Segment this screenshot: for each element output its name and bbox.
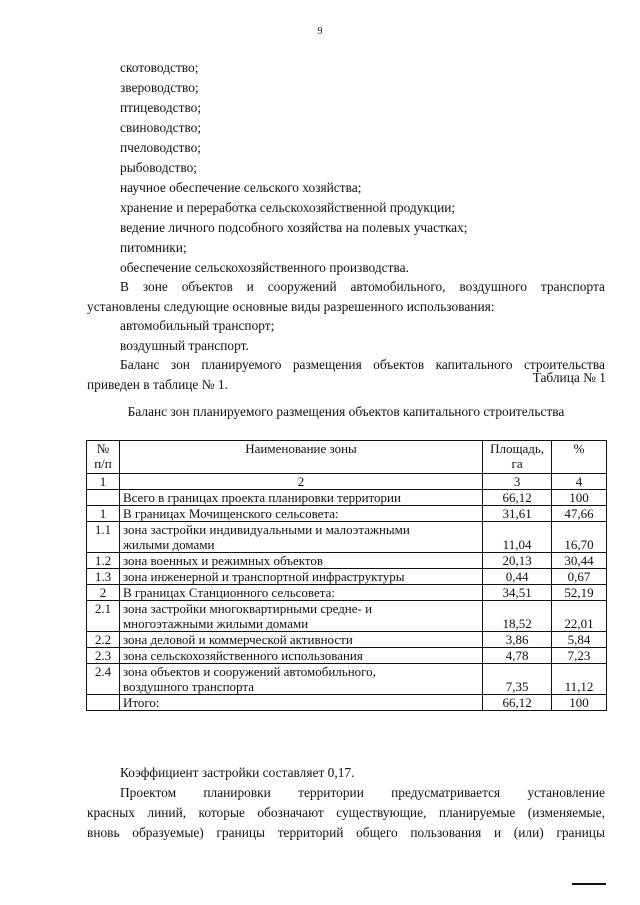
list-item: свиноводство; xyxy=(120,120,202,135)
paragraph-project-line2: красных линий, которые обозначают существующие, планируемые (изменяемые, xyxy=(87,805,605,820)
header-area: Площадь, га xyxy=(483,441,552,474)
header-num: № п/п xyxy=(87,441,120,474)
list-item: автомобильный транспорт; xyxy=(120,318,275,333)
table-row: 1.3 зона инженерной и транспортной инфраструктуры 0,44 0,67 xyxy=(87,569,607,585)
list-item: ведение личного подсобного хозяйства на полевых участках; xyxy=(120,220,468,235)
list-item: скотоводство; xyxy=(120,60,199,75)
table-title: Баланс зон планируемого размещения объектов капитального строительства xyxy=(127,404,565,419)
list-item: пчеловодство; xyxy=(120,140,202,155)
page-number: 9 xyxy=(317,26,323,37)
table-row: 2 В границах Станционного сельсовета: 34,51 52,19 xyxy=(87,585,607,601)
paragraph-balance-line1: Баланс зон планируемого размещения объектов капитального строительства xyxy=(120,357,605,372)
paragraph-transport-line2: установлены следующие основные виды разрешенного использования: xyxy=(87,299,495,314)
table-caption: Таблица № 1 xyxy=(532,370,606,385)
table-row: 1 В границах Мочищенского сельсовета: 31,61 47,66 xyxy=(87,506,607,522)
table-row: 2.4 зона объектов и сооружений автомобильного, воздушного транспорта 7,35 11,12 xyxy=(87,664,607,695)
list-item: обеспечение сельскохозяйственного производства. xyxy=(120,260,409,275)
table-header-row xyxy=(87,441,607,474)
list-item: научное обеспечение сельского хозяйства; xyxy=(120,180,362,195)
table-row: Всего в границах проекта планировки территории 66,12 100 xyxy=(87,490,607,506)
column-number: 1 xyxy=(87,474,120,490)
table-row: 1.1 зона застройки индивидуальными и малоэтажными жилыми домами 11,04 16,70 xyxy=(87,522,607,553)
balance-table xyxy=(86,440,607,711)
column-number: 4 xyxy=(552,474,607,490)
list-item: птицеводство; xyxy=(120,100,202,115)
paragraph-project-line3: вновь образуемые) границы территорий общего пользования и (или) границы xyxy=(87,825,605,840)
coefficient-text: Коэффициент застройки составляет 0,17. xyxy=(120,765,355,780)
header-name: Наименование зоны xyxy=(119,441,482,474)
table-total-row: Итого: 66,12 100 xyxy=(87,695,607,711)
paragraph-project-line1: Проектом планировки территории предусматривается установление xyxy=(120,785,605,800)
list-item: питомники; xyxy=(120,240,187,255)
list-item: воздушный транспорт. xyxy=(120,338,249,353)
page-footer-rule xyxy=(572,883,606,885)
header-pct: % xyxy=(552,441,607,474)
table-row: 2.1 зона застройки многоквартирными средне- и многоэтажными жилыми домами 18,52 22,01 xyxy=(87,601,607,632)
paragraph-balance-line2: приведен в таблице № 1. xyxy=(87,377,228,392)
table-row: 2.2 зона деловой и коммерческой активности 3,86 5,84 xyxy=(87,632,607,648)
table-column-numbers-row xyxy=(87,474,607,490)
table-row: 1.2 зона военных и режимных объектов 20,13 30,44 xyxy=(87,553,607,569)
column-number: 2 xyxy=(119,474,482,490)
list-item: рыбоводство; xyxy=(120,160,197,175)
list-item: звероводство; xyxy=(120,80,199,95)
column-number: 3 xyxy=(483,474,552,490)
list-item: хранение и переработка сельскохозяйственной продукции; xyxy=(120,200,456,215)
table-row: 2.3 зона сельскохозяйственного использования 4,78 7,23 xyxy=(87,648,607,664)
paragraph-transport-line1: В зоне объектов и сооружений автомобильного, воздушного транспорта xyxy=(120,279,605,294)
